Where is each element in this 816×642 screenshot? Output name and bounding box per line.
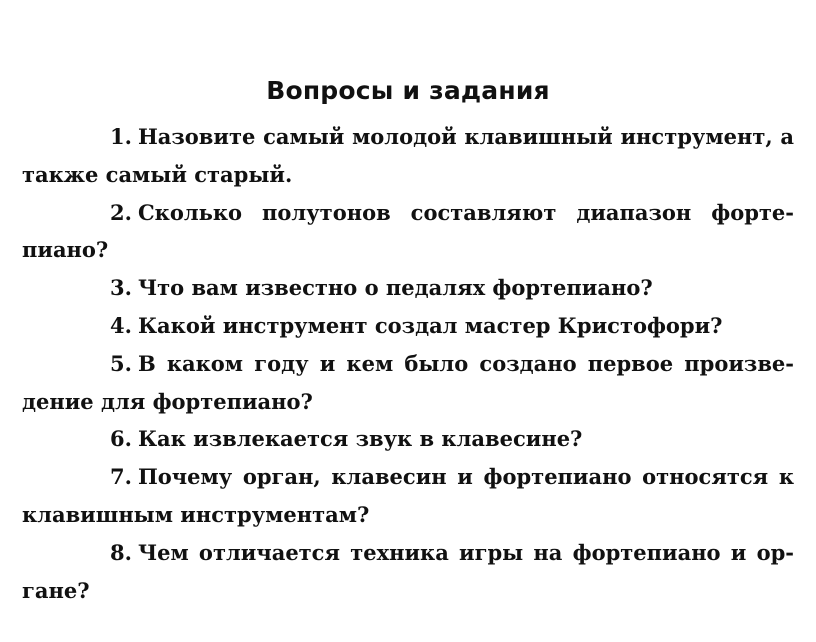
question-number: 5. [110,350,132,376]
question-item [22,458,794,534]
section-heading: Вопросы и задания [266,76,550,105]
questions-list [22,118,794,609]
question-number: 2. [110,199,132,225]
question-number: 3. [110,275,132,301]
question-text: Почему орган, клавесин и фортепиано относятся к клавишным инструментам? [22,464,794,527]
question-text: Какой инструмент создал мастер Кристофори? [137,312,723,338]
question-item [22,534,794,610]
question-item [22,307,794,345]
question-item [22,420,794,458]
question-item [22,118,794,194]
question-text: Сколько полутонов составляют диапазон форте-пиано? [22,199,794,263]
question-text: Что вам известно о педалях фортепиано? [137,275,653,301]
question-number: 7. [110,464,132,490]
question-item [22,269,794,307]
question-text: Назовите самый молодой клавишный инструмент, а также самый старый. [22,124,794,187]
question-text: Как извлекается звук в клавесине? [137,426,583,452]
question-number: 1. [110,124,132,149]
question-number: 6. [110,426,132,452]
question-number: 8. [110,539,132,565]
question-text: Чем отличается техника игры на фортепиано и ор-гане? [22,539,794,603]
question-item [22,345,794,421]
question-number: 4. [110,312,132,338]
question-text: В каком году и кем было создано первое произве-дение для фортепиано? [22,350,794,414]
question-item [22,194,794,270]
